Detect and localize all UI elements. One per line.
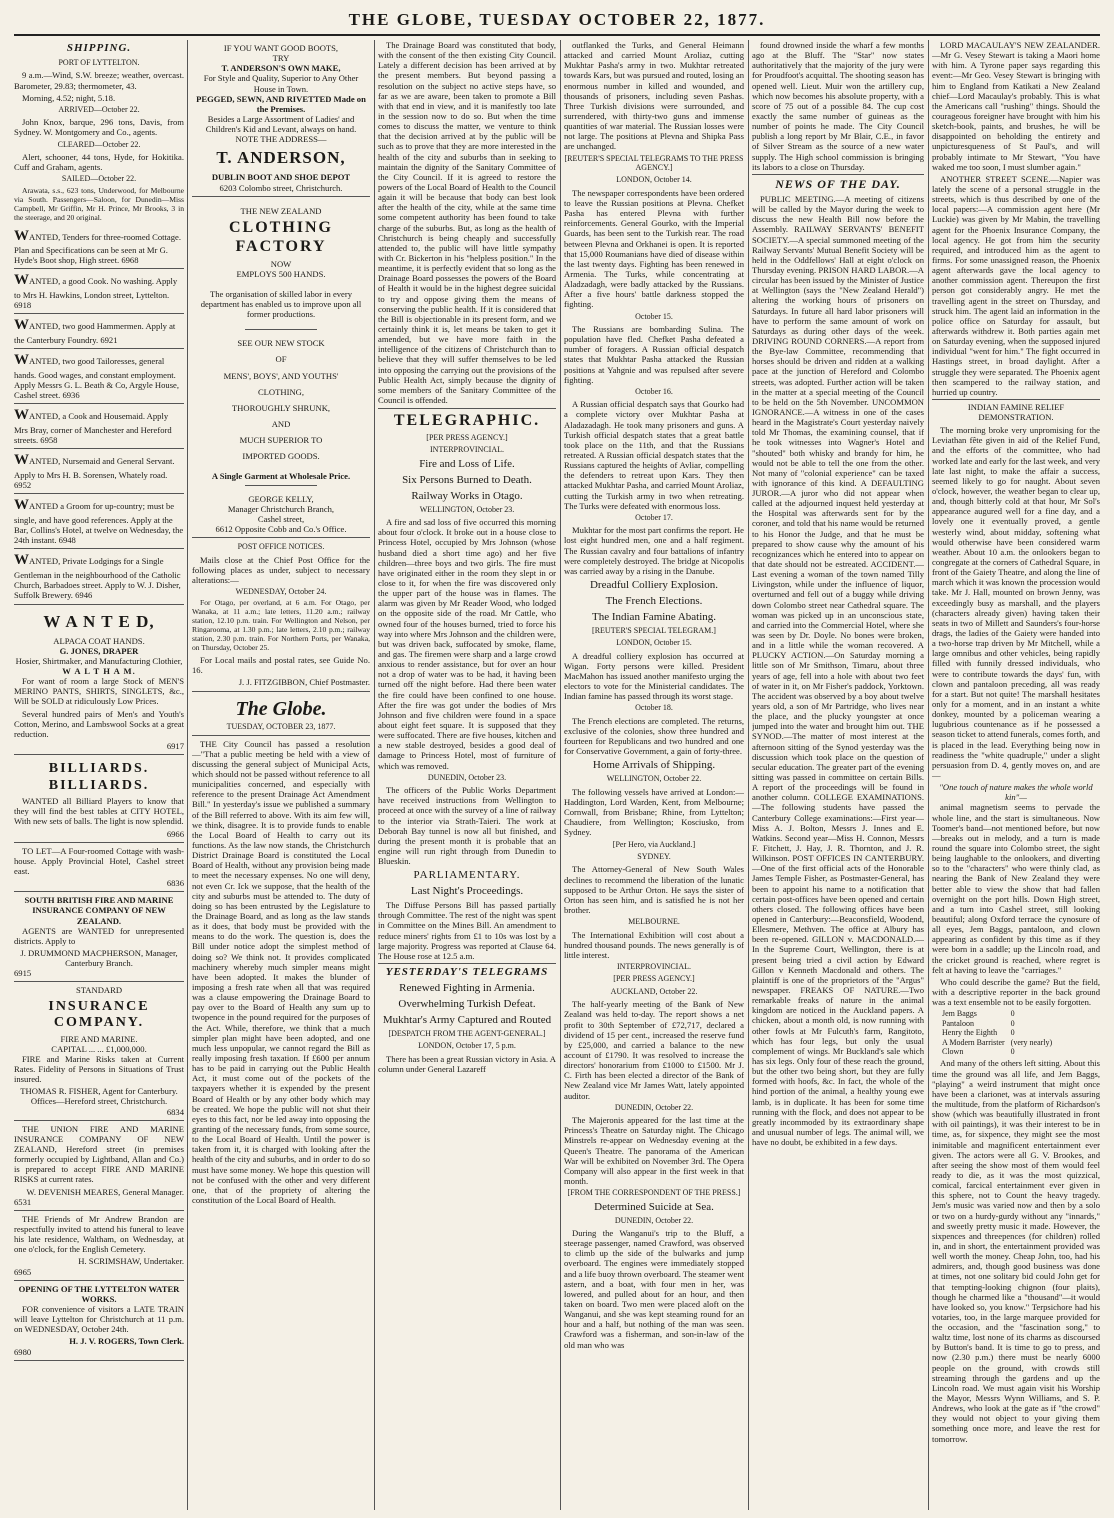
column-5 (752, 40, 924, 1510)
classified-ad: WANTED, Nursemaid and General Servant. Apply to Mrs H. B. Sorensen, Whately road. 6952 (14, 449, 184, 494)
column-1 (14, 40, 184, 1510)
dateline: October 15. (635, 311, 673, 321)
interprovincial-heading: INTERPROVINCIAL. (617, 961, 691, 971)
funeral-notice: THE Friends of Mr Andrew Brandon are respectfully invited to attend his funeral to leave his late residence, Waltham, on Wednesday, at one o'clock, for the English Cemetery. H. SCRIMSHAW, Undertaker. 6965 (14, 1211, 184, 1281)
interprovincial-heading: INTERPROVINCIAL. (430, 445, 504, 455)
defeat-headline: Overwhelming Turkish Defeat. (398, 997, 536, 1010)
war-report-cont: outflanked the Turks, and General Heimann attacked and carried Mount Aroliaz, cutting Mukhtar Pasha's army in two. Mukhtar retreated towards Kars, but was pursued and routed, losing an enormous number in killed and wounded, and thousands of prisoners, including seven Pashas. Three Turkish divisions were surrounded, and surrendered, with thirty-two guns and immense quantities of war material. The Russian losses were not large. The positions at Plevna and Shipka Pass are unchanged. (564, 40, 744, 152)
shipping-heading: SHIPPING. (66, 42, 132, 54)
melbourne-report: The International Exhibition will cost about a hundred thousand pounds. The news generally is of little interest. (564, 929, 744, 960)
cleared-text: Alert, schooner, 44 tons, Hyde, for Hokitika. Cuff and Graham, agents. (14, 151, 184, 173)
telegraphic-heading: TELEGRAPHIC. (378, 408, 556, 431)
column-rule (560, 40, 561, 1510)
waterworks-notice: OPENING OF THE LYTTELTON WATER WORKS. FOR convenience of visitors a LATE TRAIN will leave Lyttelton for Christchurch at 11 p.m. on WEDNESDAY, October 24th. H. J. V. ROGERS, Town Clerk. 6980 (14, 1281, 184, 1361)
suicide-report: During the Wanganui's trip to the Bluff, a steerage passenger, named Crawford, was observed to climb up the side of the bulwarks and jump overboard. The engines were immediately stopped and a life buoy thrown overboard. The steamer went astern, and a boat, with four men in her, was lowered, and pulled about for an hour, and then taken on board. Two men were placed aloft on the Wanganui, and she was kept steaming round for an hour and a half, but nothing of the man was seen. Crawford was a fisherman, and son-in-law of the old man who was (564, 1227, 744, 1350)
dateline: SYDNEY. (637, 851, 671, 861)
war-report: A Russian official despatch says that Gourko had a complete victory over Mukhtar Pasha at Aladazadagh. He took many prisoners and guns. A Turkish official despatch states that a great battle took place on the 11th, and that the Russians retreated. A Russian official despatch states that the Russians captured the heights of Avliar, compelling the defenders to retreat upon Kars. They then attacked Mukhtar Pasha, and carried Mount Aroliaz, cutting the Turkish army in two when retreating. The Turks were defeated with enormous loss. (564, 399, 744, 511)
sailed-heading: SAILED—October 22. (61, 174, 137, 184)
classified-ad: WANTED, Tenders for three-roomed Cottage. Plan and Specifications can be seen at Mr G. Hyde's Boot shop, High street. 6968 (14, 225, 184, 270)
table-row: Jem Baggs 0 (942, 1009, 1015, 1019)
reuter-label: [REUTER'S SPECIAL TELEGRAMS TO THE PRESS AGENCY.] (564, 153, 744, 172)
leading-article-cont: The Drainage Board was constituted that body, with the consent of the then existing City Council. Lately a different decision has been arrived at by the present members. But beyond passing a resolution on the subject no active steps have, so far as we are aware, been taken to promote a Bill with that end in view, and it is manifestly too late in the session now to do so. But when the time comes to discuss the matter, we venture to think that the decision arrived at by the public will be such as to prove that they are more interested in the health of the city and suburbs than in seeking to maintain the dignity of the Sanitary Committee of the City Council. If it is agreed to restore the powers of the Local Board of Health to the Council again it will be because that body can best look after the health of the city, while at the same time some competent authority has been found to take charge of the suburbs. But, as long as the health of Christchurch is being cheaply and successfully attended to, the public will have little sympathy with Cr. Bickerton in his "helpless position." In the meantime, it is perfectly evident that so long as the Drainage Board possesses the powers of the Board of Health it would be in the highest degree suicidal to try and oppose giving them the means of conserving the public health. If it is considered that the Bill is objectionable in its present form, and we certainly think it is, let means be taken to get it amended, but we have more faith in the intelligence of the citizens of Christchurch than to believe that they will suffer themselves to be led into opposing the carrying out the provisions of the Public Health Act, simply because the dignity of some members of the Sanitary Committee of the Council is offended. (378, 40, 556, 405)
news-of-the-day-heading: NEWS OF THE DAY. (752, 174, 924, 191)
dateline: October 16. (635, 386, 673, 396)
arrived-heading: ARRIVED—October 22. (58, 104, 140, 114)
despatch-label: [DESPATCH FROM THE AGENT-GENERAL.] (388, 1028, 546, 1038)
news-items: PUBLIC MEETING.—A meeting of citizens will be called by the Mayor during the week to discuss the new Health Bill now before the Assembly. RAILWAY SERVANTS' BENEFIT SOCIETY.—A special summoned meeting of the Railway Servants' Mutual Benefit Society will be held in the Oddfellows' Hall at eight o'clock on Thursday evening. PRISON HARD LABOR.—A circular has been issued by the Minister of Justice at Wellington (says the "New Zealand Herald") altering the working hours of prisoners on Saturdays. In future all hard labor prisoners will have to perform the same amount of work on Saturdays as during other days of the week. DRIVING ROUND CORNERS.—A report from the Bye-law Committee, recommending that horses should be driven and ridden at a walking pace at the junction of Hereford and Colombo streets, was adopted. Further action will be taken in the matter at a special meeting of the Council to be held on the 5th November. UNCOMMON IGNORANCE.—A witness in one of the cases heard in the Magistrate's Court yesterday naively told Mr Thomas, the examining counsel, that if he took witnesses into Wagner's Hotel and "shouted" both whisky and brandy for him, he would not be able to tell the one from the other. Not many of "colonial experience" can be taxed with ignorance of this kind. A DEFAULTING JUROR.—A juror who did not appear when called at the adjourned inquest held yesterday at the Hospital was afterwards sent for by the coroner, and told that his name would be returned to his Honor the Judge, and that he must be prepared to show cause why the amount of his recognizances which he entered into to appear on that date should not be estreated. ACCIDENT.—Last evening a woman of the town named Tilly Livingston, while under the influence of liquor, overturned and fell out of a buggy while driving down Colombo street near Cathedral square. The woman was picked up in an unconscious state, and carried into the Commercial Hotel, where she was seen by Dr. Doyle. No bones were broken, and in a little while the woman recovered. A PLUCKY ACTION.—On Saturday morning a little son of Mr Smithson, Timaru, about three years of age, fell into a hole with about two feet of water in it, on Mr Fisher's paddock, Yorktown. The accident was observed by a boy about twelve years old, a son of Mr Partridge, who lives near the place, and the plucky youngster at once jumped into the water and brought him out. THE SYNOD.—The matter of most interest at the afternoon sitting of the Synod yesterday was the discussion which took place on the question of secular education. The greater part of the evening sitting was passed in committee on certain Bills. A report of the proceedings will be found in another column. COLLEGE EXAMINATIONS.—The following students have passed the Canterbury College examinations:—First year—Miss A. J. Bolton, Messrs J. Innes and E. Watkins. Second year—Miss H. Connon, Messrs F. Fitchett, J. Hay, J. R. Thornton, and J. R. Wilkinson. POST OFFICES IN CANTERBURY.—One of the first official acts of the Honorable James Temple Fisher, as Postmaster-General, has been to appoint his name to a notification that certain post-offices have been opened and certain others closed. The following offices have been opened in Canterbury:—Beaconsfield, Woodend, Ellesmere, Methven. The office at Albury has been re-opened. GILLON v. MACDONALD.—In the Supreme Court, Wellington, there is at present being tried a civil action by Edward Gillon v Kenneth Macdonald and others. The plaintiff is one of the proprietors of the "Argus" newspaper. FREAKS OF NATURE.—Two remarkable freaks of nature in the animal kingdom are noticed in the Auckland papers. A chicken, about a month old, is now running with other fowls at Mr Fulcuth's farm, Rangitoto, which has four legs, but only the usual complement of wings. Mr Buckland's sale which has six legs. Only four of these reach the ground, but the other two being short, but they are fully formed with hoofs, &c. In fact, the whole of the hind portion of the animal, a healthy young ewe lamb, is in duplicate. It has been for some time running with the flock, and does not appear to be greatly incommoded by its extraordinary shape and unusual number of legs. The animal will, we have no doubt, be exhibited in a few days. (752, 193, 924, 1148)
shipping-arrivals-headline: Home Arrivals of Shipping. (592, 759, 716, 772)
armenia-headline: Renewed Fighting in Armenia. (399, 981, 535, 994)
cleared-heading: CLEARED—October 22. (57, 139, 141, 149)
table-row: Clown 0 (942, 1046, 1015, 1056)
cricket-item: Who could describe the game? But the field, with a descriptive reporter in the back ground was a text ensemble not to be easily forgotten. (932, 976, 1100, 1008)
issue-date: TUESDAY, OCTOBER 23, 1877. (192, 722, 370, 735)
to-let-ad: TO LET—A Four-roomed Cottage with wash-house. Apply Provincial Hotel, Cashel street east. 6836 (14, 843, 184, 893)
famine-relief-heading: INDIAN FAMINE RELIEF DEMONSTRATION. (932, 399, 1100, 422)
classified-ad: WANTED, two good Hammermen. Apply at the Canterbury Foundry. 6921 (14, 314, 184, 349)
masthead: THE GLOBE, TUESDAY OCTOBER 22, 1877. (348, 10, 766, 29)
column-rule (748, 40, 749, 1510)
famine-headline: The Indian Famine Abating. (591, 610, 717, 623)
war-report: There has been a great Russian victory in Asia. A column under General Lazareff (378, 1053, 556, 1074)
mukhtar-headline: Mukhtar's Army Captured and Routed (382, 1013, 552, 1026)
press-agency-label: [PER PRESS AGENCY.] (426, 432, 508, 442)
quotation: "One touch of nature makes the whole world kin"— (939, 782, 1093, 803)
standard-insurance-ad: STANDARD INSURANCE COMPANY. FIRE AND MARINE. CAPITAL ... ... £1,000,000. FIRE and Marine Risks taken at Current Rates. Fidelity of Persons in Situations of Trust insured. THOMAS R. FISHER, Agent for Canterbury. Offices—Hereford street, Christchurch. 6834 (14, 982, 184, 1120)
dateline: October 17. (635, 512, 673, 522)
union-insurance-ad: THE UNION FIRE AND MARINE INSURANCE COMPANY OF NEW ZEALAND, Hereford street (in premises formerly occupied by Lightband, Allan and Co.) is prepared to accept FIRE AND MARINE RISKS at current rates. W. DEVENISH MEARES, General Manager. 6531 (14, 1121, 184, 1211)
post-office-notices: POST OFFICE NOTICES. Mails close at the Chief Post Office for the following places as under, subject to necessary alterations:— WEDNESDAY, October 24. For Otago, per overland, at 6 a.m. For Otago, per Wanaka, at 11 a.m.; late letters, 11.20 a.m.; railway station, 12.10 p.m. train. For Wellington and Nelson, per Ringarooma, at 1.30 p.m.; late letters, 2.10 p.m.; railway station, 2.30 p.m. train. For Northern Ports, per Wanaka, on Thursday, October 25. For Local mails and postal rates, see Guide No. 16. J. J. FITZGIBBON, Chief Postmaster. (192, 538, 370, 691)
dateline: LONDON, October 17, 5 p.m. (418, 1041, 516, 1051)
masthead-rule (14, 34, 1100, 36)
clothing-factory-ad: THE NEW ZEALAND CLOTHING FACTORY NOW EMPLOYS 500 HANDS. The organisation of skilled labor in every department has enabled us to improve upon all former productions. SEE OUR NEW STOCK OF MENS', BOYS', AND YOUTHS' CLOTHING, THOROUGHLY SHRUNK, AND MUCH SUPERIOR TO IMPORTED GOODS. A Single Garment at Wholesale Price. GEORGE KELLY, Manager Christchurch Branch, Cashel street, 6612 Opposite Cobb and Co.'s Office. (192, 197, 370, 538)
french-report: The French elections are completed. The returns, exclusive of the colonies, show three hundred and fourteen for Republicans and two hundred and one for Conservative Government, a gain of forty-three. (564, 715, 744, 757)
billiards-ad: BILLIARDS. BILLIARDS. WANTED all Billiard Players to know that they will find the best tables at CITY HOTEL, With new sets of balls. The light is now splendid. 6966 (14, 755, 184, 843)
colliery-headline: Dreadful Colliery Explosion. (589, 578, 718, 591)
dateline: DUNEDIN, October 23. (427, 772, 507, 782)
bank-report: The half-yearly meeting of the Bank of New Zealand was held to-day. The report shows a net profit to 30th September of £72,717, declared a dividend of 15 per cent., increased the reserve fund by £25,000, and carried a balance to the new account of £1790. It was resolved to increase the directors' honorarium from £1000 to £1500. Mr J. C. Firth has been elected a director of the Bank of New Zealand vice Mr James Watt, lately appointed auditor. (564, 999, 744, 1101)
classified-ad: WANTED a Groom for up-country; must be single, and have good references. Apply at the Bar, Collins's Hotel, at twelve on Wednesday, the 24th instant. 6948 (14, 494, 184, 549)
dateline: DUNEDIN, October 22. (614, 1102, 694, 1112)
proceedings-headline: Last Night's Proceedings. (410, 885, 524, 898)
street-scene-item: ANOTHER STREET SCENE.—Napier was lately the scene of a personal struggle in the streets, which is thus described by one of the local papers:—A commission agent here (Mr Luckie) was given by Mr Mabin, the travelling agent for the Phoenix Insurance Company, the local agency. He got from him the security required, and introduced him as the agent to firms. For some unassigned reason, the Phoenix agent afterwards gave the local agency to another commission agent. Thereupon the first person got considerably angry. He met the travelling agent in the street on Thursday, and struck him. The agent laid an information in the police office on Saturday for assault, but afterwards withdrew it. Both parties again met on Saturday evening, when the supposed injured individual "went for him." The fight occurred in Hastings street, in broad daylight. After a struggle they were separated. The Phoenix agent then scampered to the railway station, and hurried up country. (932, 173, 1100, 397)
table-row: A Modern Barrister (very nearly) (942, 1037, 1053, 1047)
hero-label: [Per Hero, via Auckland.] (612, 839, 696, 849)
jones-ad: W A N T E D, ALPACA COAT HANDS. G. JONES, DRAPER Hosier, Shirtmaker, and Manufacturing Clothier, W A L T H A M. For want of room a large Stock of MEN'S MERINO PANTS, SHIRTS, SINGLETS, &c., Will be SOLD at ridiculously Low Prices. Several hundred pairs of Men's and Youth's Cotton, Merino, and Lambswool Socks at a great reduction. 6917 (14, 605, 184, 756)
famine-relief-report-end: And many of the others left sitting. About this time the ground was all life, and Jem Baggs, "playing" a weird instrument that might once have been a clarionet, was at intervals assuring the multitude, from the platform of Richardson's show (which was beautifully illustrated in front with oil paintings), it was their interest to be in time, as, for sixpence, they might see the most inimitable and magnificent entertainment ever given. The actors were all G. V. Brookes, and after seeing the show most of them would feel ready to die, as it was the most quizzical, comical, farcical entertainment ever given in this sphere, not to Count the heavy tragedy. Jem's music was varied now and then by a solo or two on a hurdy-gurdy without any "innards," and sweetly pretty music it made. However, the sixpences and threepences (for children) rolled in, and in short, the entertainment provided was well worth the money. Cheap John, too, had his admirers, and, though good business was done at times, not one solitary bid could John get for that tempting-looking chignon (four plaits), though he charmed like a "thousand"—it would have looked so, you know." Terpsichore had his votaries, too, in the large marquee provided for the occasion, and the "fascination song," to waltz time, lost none of its charms as discoursed by Button's band. It is time to go to press, and now (2.30 p.m.) there must be nearly 6000 people on the ground, with crowds still streaming through the gardens and up the Lincoln road. We must again visit his Worship the Mayor, Messrs Wynn Williams, and S. P. Andrews, who look at the gate as if "the crowd" they would not object to your giving them something once more, and leave the rest for tomorrow. (932, 1058, 1100, 1444)
fire-report: A fire and sad loss of five occurred this morning about four o'clock. It broke out in a house close to Princess Hotel, occupied by Mrs Johnson (whose husband died a short time ago) and her five children—three boys and two girls. The fire must have originated either in the room they slept in or close to it, for when the fire was discovered only the upper part of the house was in flames. The alarm was given by Mr Reader Wood, who lodged on the opposite side of the road. Mr Cattle, who owned four of the houses burned, tried to force his way into where Mrs Johnson and the children were, but was driven back, suffocated by smoke, flame, and gas. The firemen were sharp and a large crowd anxious to render assistance, but for over an hour not a drop of water was to be had, it having been turned off the night before. Had there been water the fire could have been confined to one house. After the fire was got under the bodies of Mrs Johnson and five children were found in a space about eight feet square. It is supposed that they were suffocated. There are five houses, kitchen and a new stable destroyed, besides a good deal of damage to Princess Hotel, most of furniture of which was removed. (378, 517, 556, 771)
table-row: Henry the Eighth 0 (942, 1028, 1015, 1038)
port-heading: PORT OF LYTTELTON. (58, 57, 140, 67)
table-row: Pantaloon 0 (942, 1018, 1015, 1028)
classified-ad: WANTED, two good Tailoresses, general hands. Good wages, and constant employment. Apply Messrs G. L. Beath & Co, Argyle House, Cashel street. 6936 (14, 349, 184, 404)
anderson-boots-ad: IF YOU WANT GOOD BOOTS, TRY T. ANDERSON'S OWN MAKE, For Style and Quality, Superior to Any Other House in Town. PEGGED, SEWN, AND RIVETTED Made on the Premises. Besides a Large Assortment of Ladies' and Children's Kid and Levant, always on hand. NOTE THE ADDRESS— T. ANDERSON, DUBLIN BOOT AND SHOE DEPOT 6203 Colombo street, Christchurch. (192, 40, 370, 197)
famine-relief-report: The morning broke very unpromising for the Leviathan fête given in aid of the Relief Fund, and the efforts of the committee, who had worked late and early for the last week, and very late last night, to make the affair a success, seemed likely to go for naught. About seven o'clock, however, the weather began to clear up, and, though bitterly cold at that hour, Mr Sol's appearance augured well for a fine day, and a lovely one it eventually proved, a gentle westerly wind, about midday, softening what would otherwise have been considered warm weather. About 10 a.m. the onlookers began to congregate at the corners of Cathedral Square, in front of the Gaiety Theatre, and along the line of march which it was known the procession would take. Mr J. Hall, mounted on brown Jenny, was exceedingly busy as marshall, and the players (characters already given) having taken their seats in two of Millett and Saunders's four-horse drags, the ladies of the Gaiety were handed into a two-horse trap driven by Mr Mitchell, while a large omnibus and other vehicles, being rapidly filled with funnily dressed individuals, who were to contribute towards the days' fun, with clown and pantaloon preceding, all was ready for a start. But not quite! The marshall hesitates only for a moment, and in an instant a white donkey, mounted by a policeman wearing a lugubrious countenance as if he possessed a season ticket to attend funerals, comes forth, and is placed in the lead. Everything being now in readiness the "white quadruple," under a slight persuasion from D. 4, gently moves on, and are— (932, 425, 1100, 780)
classified-ad: WANTED, Private Lodgings for a Single Gentleman in the neighbourhood of the Catholic Church, Barbadoes street. Apply to W. J. Disher, Suffolk Brewery. 6946 (14, 549, 184, 604)
colliery-report: A dreadful colliery explosion has occurred at Wigan. Forty persons were killed. President MacMahon has issued another manifesto urging the electors to vote for the Ministerial candidates. The Indian famine has passed through its worst stage. (564, 650, 744, 702)
dateline: LONDON, October 14. (616, 175, 692, 185)
wanted-ads (14, 225, 184, 605)
railway-report: The officers of the Public Works Department have received instructions from Wellington to proceed at once with the survey of a line of railway to the interior via Strath-Taieri. The work at Deborah Bay tunnel is now all but finished, and during the present month it is probable that an engine will run right through from Dunedin to Blueskin. (378, 785, 556, 867)
railway-headline: Railway Works in Otago. (411, 489, 523, 502)
parliamentary-heading: PARLIAMENTARY. (413, 869, 521, 882)
war-report: Mukhtar for the most part confirms the report. He lost eight hundred men, one and a half regiment. The Russian cavalry and four battalions of infantry were completely destroyed. The bridge at Nicopolis was carried away by a rising in the Danube. (564, 525, 744, 576)
reuter-label: [REUTER'S SPECIAL TELEGRAM.] (592, 625, 716, 635)
sailed-text: Arawata, s.s., 623 tons, Underwood, for Melbourne via South. Passengers—Saloon, for Dunedin—Miss Campbell, Mr Griffin, Mr H. Prince, Mr Brooks, 3 in the steerage, and 20 original. (14, 185, 184, 222)
arrivals-report: The following vessels have arrived at London:—Haddington, Lord Warden, Kent, from Melbourne; Cornwall, from Brisbane; Rhine, from Lyttelton; Chaudiere, from Wellington; Kosciusko, from Sydney. (564, 786, 744, 838)
weather-report: 9 a.m.—Wind, S.W. breeze; weather, overcast. Barometer, 29.83; thermometer, 43. (14, 70, 184, 91)
macaulay-item: LORD MACAULAY'S NEW ZEALANDER.—Mr G. Vesey Stewart is taking a Maori home with him. A Tyrone paper says regarding this event:—Mr Geo. Vesey Stewart is bringing with him to England from Katikati a New Zealand chief—Lord Macaulay's probably. This is what the Americans call "rushing" things. Should the courageous foreigner have brought with him his sketch-book, paints, and brushes, he will be disappointed on beholding the entirety and unpicturesqueness of St Paul's, and will probably intimate to Mr Stewart, "You have waked me too soon, I must slumber again." (932, 40, 1100, 172)
column-4 (564, 40, 744, 1510)
suicide-headline: Determined Suicide at Sea. (594, 1200, 714, 1213)
column-rule (187, 40, 188, 1510)
parliamentary-report: The Diffuse Persons Bill has passed partially through Committee. The rest of the night was spent in Committee on the Mines Bill. An amendment to reduce miners' rights from £1 to 10s was lost by a large majority. Progress was reported at Clause 64. The House rose at 12.5 a.m. (378, 900, 556, 961)
dateline: MELBOURNE. (628, 917, 680, 927)
dateline: AUCKLAND, October 22. (610, 986, 698, 996)
news-cont: found drowned inside the wharf a few months ago at the Bluff. The "Star" now states authoritatively that the majority of the jury were for Proudfoot's acquittal. The shooting season has opened well. Lieut. Muir won the artillery cup, which now becomes his absolute property, with a score of 75 out of a possible 84. The cup cost exactly the same number of guineas as the number of points he made. The City Council publish a long report by Mr Blair, C.E., in favor of Silver Stream as the source of a new water supply. The High school commission is bringing its labors to a close on Thursday. (752, 40, 924, 172)
fire-headline: Fire and Loss of Life. (419, 457, 515, 470)
correspondent-label: [FROM THE CORRESPONDENT OF THE PRESS.] (567, 1188, 741, 1198)
sydney-report: The Attorney-General of New South Wales declines to recommend the liberation of the lunatic supposed to be Arthur Orton. He says the sister of Orton has seen him, and is satisfied he is not her brother. (564, 864, 744, 915)
dateline: WELLINGTON, October 22. (606, 774, 702, 784)
column-3 (378, 40, 556, 1510)
theatre-report: The Majeronis appeared for the last time at the Princess's Theatre on Saturday night. The Chicago Minstrels re-appear on Wednesday evening at the Queen's Theatre. The panorama of the American War will be exhibited on November 3rd. The Opera Company will also appear in the first week in that month. (564, 1115, 744, 1186)
dateline: DUNEDIN, October 22. (614, 1215, 694, 1225)
war-report: The Russians are bombarding Sulina. The population have fled. Chefket Pasha defeated a number of foragers. A Russian official despatch states that Mukhtar Pasha attacked the Russian positions at Yahgnie and was repulsed after severe fighting. (564, 323, 744, 385)
dateline: LONDON, October 15. (616, 638, 692, 648)
yesterdays-telegrams-heading: YESTERDAY'S TELEGRAMS (378, 963, 556, 979)
score-table (942, 1009, 1058, 1056)
column-6 (932, 40, 1100, 1510)
classified-ad: WANTED, a Cook and Housemaid. Apply Mrs Bray, corner of Manchester and Hereford streets. 6958 (14, 404, 184, 449)
fire-subheadline: Six Persons Burned to Death. (402, 473, 532, 486)
south-british-ad: SOUTH BRITISH FIRE AND MARINE INSURANCE COMPANY OF NEW ZEALAND. AGENTS are WANTED for unrepresented districts. Apply to J. DRUMMOND MACPHERSON, Manager, Canterbury Branch. 6915 (14, 892, 184, 982)
column-rule (374, 40, 375, 1510)
column-rule (928, 40, 929, 1510)
arrived-text: John Knox, barque, 296 tons, Davis, from Sydney. W. Montgomery and Co., agents. (14, 117, 184, 138)
dateline: WELLINGTON, October 23. (419, 504, 515, 514)
leading-article: THE City Council has passed a resolution—"That a public meeting be held with a view of discussing the general subject of Municipal Acts, which should not be passed without reference to all municipalities concerned, and especially with reference to the present Drainage Act Amendment Bill." In yesterday's issue we published a summary of the Bill referred to above. With its aim few will, we think, disagree. It is to provide funds to enable the Local Board of Health to carry out its functions. As the law now stands, the Christchurch District Drainage Board is constituted the Local Board of Health, without any provision being made to meet the necessary expenses. No one will deny, not even Cr. Ick we suppose, that the health of the city and suburbs must be attended to. The duty of doing so has been entrusted by the Legislature to the Drainage Board, and as long as the law stands as it does, that body must be provided with the means to do the work. The question is, does the Bill under notice adopt the simplest method of doing so? We think not. It provides complicated machinery whereby much simpler means might have been adopted. It makes the blunder of imposing a fresh rate when all that was required was a clause empowering the Drainage Board to pay over to the Board of Health any sum up to twopence in the pound required for the purposes of the Act. While, therefore, we think that a much simpler plan might have been adopted, and one much less unpopular, we cannot regard the Bill as really imposing fresh taxation. If £600 per annum has to be paid in carrying out the Public Health Act, it must come out of the pockets of the taxpayers whether it is expended by the present Board of Health or by any other body which may be created. We hope the public will not shut their eyes to this fact, nor be led away into opposing the granting of the necessary funds, from some source, to the Local Board of Health. Until the power is taken from it, it is charged with looking after the health of the city and suburbs, and in order to do so must have some money. We hope this question will not be confused with the other and very different one, that of the propriety of altering the constitution of the Local Board of Health. (192, 738, 370, 1205)
dateline: October 18. (635, 703, 673, 713)
high-water: Morning, 4.52; night, 5.18. (22, 92, 116, 103)
war-report: The newspaper correspondents have been ordered to leave the Russian positions at Plevna. Chefket Pasha has entered Plevna with further reinforcements. General Gourko, with the Imperial Guards, has been sent to the Turkish rear. The road between Plevna and Orkhanei is open. It is reported that 15,000 Roumanians have died of disease within the last twenty days. Fighting has been renewed in Armenia. The Turks, while concentrating at Aladzadagh, were badly attacked by the Russians. After a five hours' battle darkness stopped the fighting. (564, 187, 744, 310)
famine-relief-report-cont: animal magnetism seems to pervade the whole line, and the start is simultaneous. Now Toomer's band—not mentioned before, but now—breaks out in melody, and a turn is made round the square into Colombo street, the sight being laughable to the onlookers, and diverting so to the "characters" who were thinly clad, as nearing the Bank of New Zealand they were better able to view the show that had fallen overnight on the port hills. Down High street, and a turn into Cashel street, still looking beautiful; along Oxford terrace the cynosure of all eyes, Jem Baggs, pantaloon, and clown appearing as confident by this time as if they were born in a saddle; up the Lincoln road, and the cricket ground is reached, where regret is felt at having to leave the "carriages." (932, 802, 1100, 975)
classified-ad: WANTED, a good Cook. No washing. Apply to Mrs H. Hawkins, London street, Lyttelton. 6918 (14, 269, 184, 314)
french-elections-headline: The French Elections. (605, 594, 703, 607)
the-globe-title: The Globe. (235, 697, 327, 720)
press-agency-label: [PER PRESS AGENCY.] (613, 974, 695, 984)
column-2 (192, 40, 370, 1510)
